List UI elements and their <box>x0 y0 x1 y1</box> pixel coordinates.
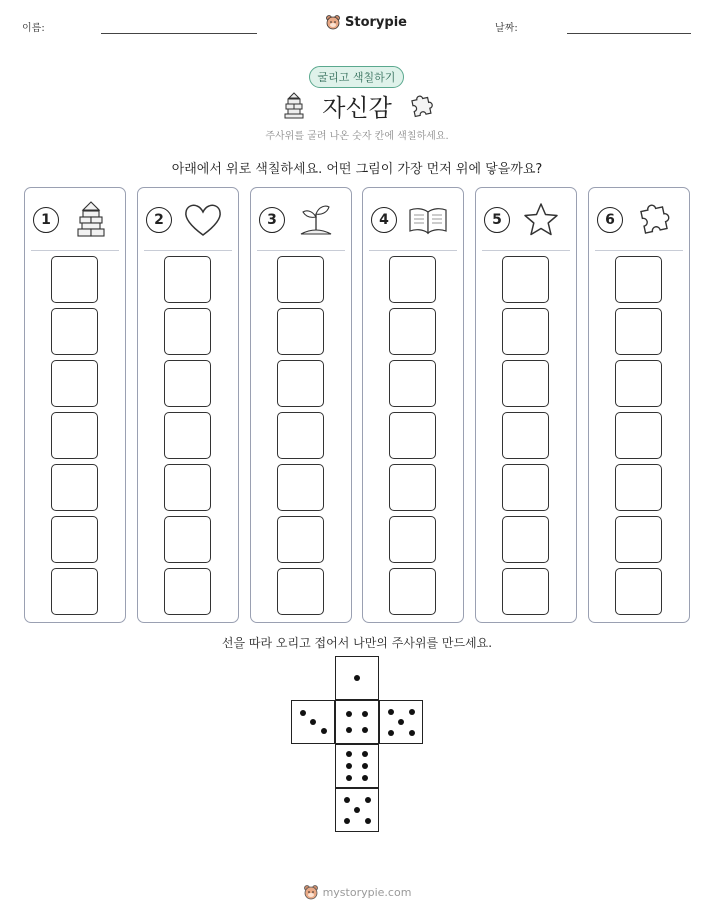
color-cell[interactable] <box>51 308 98 355</box>
dice-pip <box>365 797 371 803</box>
color-cell[interactable] <box>502 412 549 459</box>
dice-pip <box>388 709 394 715</box>
name-line[interactable] <box>101 33 257 34</box>
activity-badge: 굴리고 색칠하기 <box>309 66 404 88</box>
color-cell[interactable] <box>502 568 549 615</box>
dice-face-4 <box>335 700 379 744</box>
name-label: 이름: <box>22 23 45 34</box>
bear-mascot-icon <box>325 14 341 30</box>
footer <box>0 884 714 900</box>
dice-pip <box>388 730 394 736</box>
dice-pip <box>346 763 352 769</box>
color-cell[interactable] <box>615 516 662 563</box>
color-cell[interactable] <box>615 464 662 511</box>
color-cell[interactable] <box>51 568 98 615</box>
color-cell[interactable] <box>502 256 549 303</box>
color-cell[interactable] <box>615 412 662 459</box>
color-cell[interactable] <box>277 516 324 563</box>
color-cell[interactable] <box>615 568 662 615</box>
date-label: 날짜: <box>495 23 518 34</box>
dice-pip <box>354 675 360 681</box>
dice-pip <box>362 727 368 733</box>
color-cell[interactable] <box>277 360 324 407</box>
column-number: 2 <box>146 207 172 233</box>
column-number: 1 <box>33 207 59 233</box>
color-cell[interactable] <box>164 256 211 303</box>
column-divider <box>144 250 232 251</box>
color-cell[interactable] <box>277 256 324 303</box>
dice-pip <box>344 797 350 803</box>
sprout-icon <box>295 200 337 240</box>
dice-face-5 <box>335 788 379 832</box>
color-cell[interactable] <box>164 308 211 355</box>
color-cell[interactable] <box>615 308 662 355</box>
color-cell[interactable] <box>164 360 211 407</box>
dice-pip <box>362 711 368 717</box>
footer-url[interactable]: mystorypie.com <box>322 885 412 899</box>
dice-pip <box>346 775 352 781</box>
date-line[interactable] <box>567 33 691 34</box>
column-number: 4 <box>371 207 397 233</box>
star-icon <box>520 200 562 240</box>
color-cell[interactable] <box>502 464 549 511</box>
dice-net-instruction: 선을 따라 오리고 접어서 나만의 주사위를 만드세요. <box>221 636 493 650</box>
color-cell[interactable] <box>389 516 436 563</box>
open-book-icon <box>407 200 449 240</box>
color-cell[interactable] <box>389 256 436 303</box>
column-2 <box>137 187 239 623</box>
column-number: 6 <box>597 207 623 233</box>
color-cell[interactable] <box>615 256 662 303</box>
brand-logo <box>325 14 407 30</box>
dice-pip <box>409 709 415 715</box>
dice-pip <box>346 751 352 757</box>
dice-pip <box>362 775 368 781</box>
color-cell[interactable] <box>164 464 211 511</box>
color-cell[interactable] <box>277 308 324 355</box>
dice-pip <box>409 730 415 736</box>
dice-pip <box>300 710 306 716</box>
dice-pip <box>362 751 368 757</box>
dice-pip <box>362 763 368 769</box>
column-divider <box>369 250 457 251</box>
column-divider <box>595 250 683 251</box>
dice-face-5 <box>379 700 423 744</box>
brand-name: Storypie <box>345 14 407 30</box>
dice-face-6 <box>335 744 379 788</box>
color-cell[interactable] <box>615 360 662 407</box>
color-cell[interactable] <box>164 568 211 615</box>
column-6 <box>588 187 690 623</box>
dice-pip <box>346 711 352 717</box>
dice-pip <box>310 719 316 725</box>
color-cell[interactable] <box>277 412 324 459</box>
column-divider <box>482 250 570 251</box>
dice-pip <box>365 818 371 824</box>
color-cell[interactable] <box>389 568 436 615</box>
column-number: 5 <box>484 207 510 233</box>
puzzle-piece-icon <box>633 200 675 240</box>
color-cell[interactable] <box>502 360 549 407</box>
block-tower-icon <box>69 200 111 240</box>
column-5 <box>475 187 577 623</box>
color-cell[interactable] <box>164 412 211 459</box>
dice-pip <box>398 719 404 725</box>
dice-face-1 <box>335 656 379 700</box>
color-cell[interactable] <box>51 360 98 407</box>
color-cell[interactable] <box>389 360 436 407</box>
column-4 <box>362 187 464 623</box>
color-cell[interactable] <box>277 568 324 615</box>
color-cell[interactable] <box>51 412 98 459</box>
column-number: 3 <box>259 207 285 233</box>
page-title: 자신감 <box>322 94 392 122</box>
coloring-instruction: 아래에서 위로 색칠하세요. 어떤 그림이 가장 먼저 위에 닿을까요? <box>171 162 543 177</box>
color-cell[interactable] <box>51 256 98 303</box>
page-subtitle: 주사위를 굴려 나온 숫자 칸에 색칠하세요. <box>265 131 449 142</box>
puzzle-piece-icon <box>408 92 434 118</box>
dice-pip <box>346 727 352 733</box>
color-cell[interactable] <box>51 516 98 563</box>
dice-face-3 <box>291 700 335 744</box>
dice-pip <box>321 728 327 734</box>
bear-mascot-icon <box>303 884 319 900</box>
column-1 <box>24 187 126 623</box>
column-3 <box>250 187 352 623</box>
color-cell[interactable] <box>389 412 436 459</box>
dice-pip <box>344 818 350 824</box>
color-cell[interactable] <box>502 516 549 563</box>
color-cell[interactable] <box>164 516 211 563</box>
color-cell[interactable] <box>277 464 324 511</box>
color-cell[interactable] <box>502 308 549 355</box>
color-cell[interactable] <box>389 464 436 511</box>
heart-icon <box>182 200 224 240</box>
dice-pip <box>354 807 360 813</box>
color-cell[interactable] <box>51 464 98 511</box>
column-divider <box>31 250 119 251</box>
column-divider <box>257 250 345 251</box>
color-cell[interactable] <box>389 308 436 355</box>
